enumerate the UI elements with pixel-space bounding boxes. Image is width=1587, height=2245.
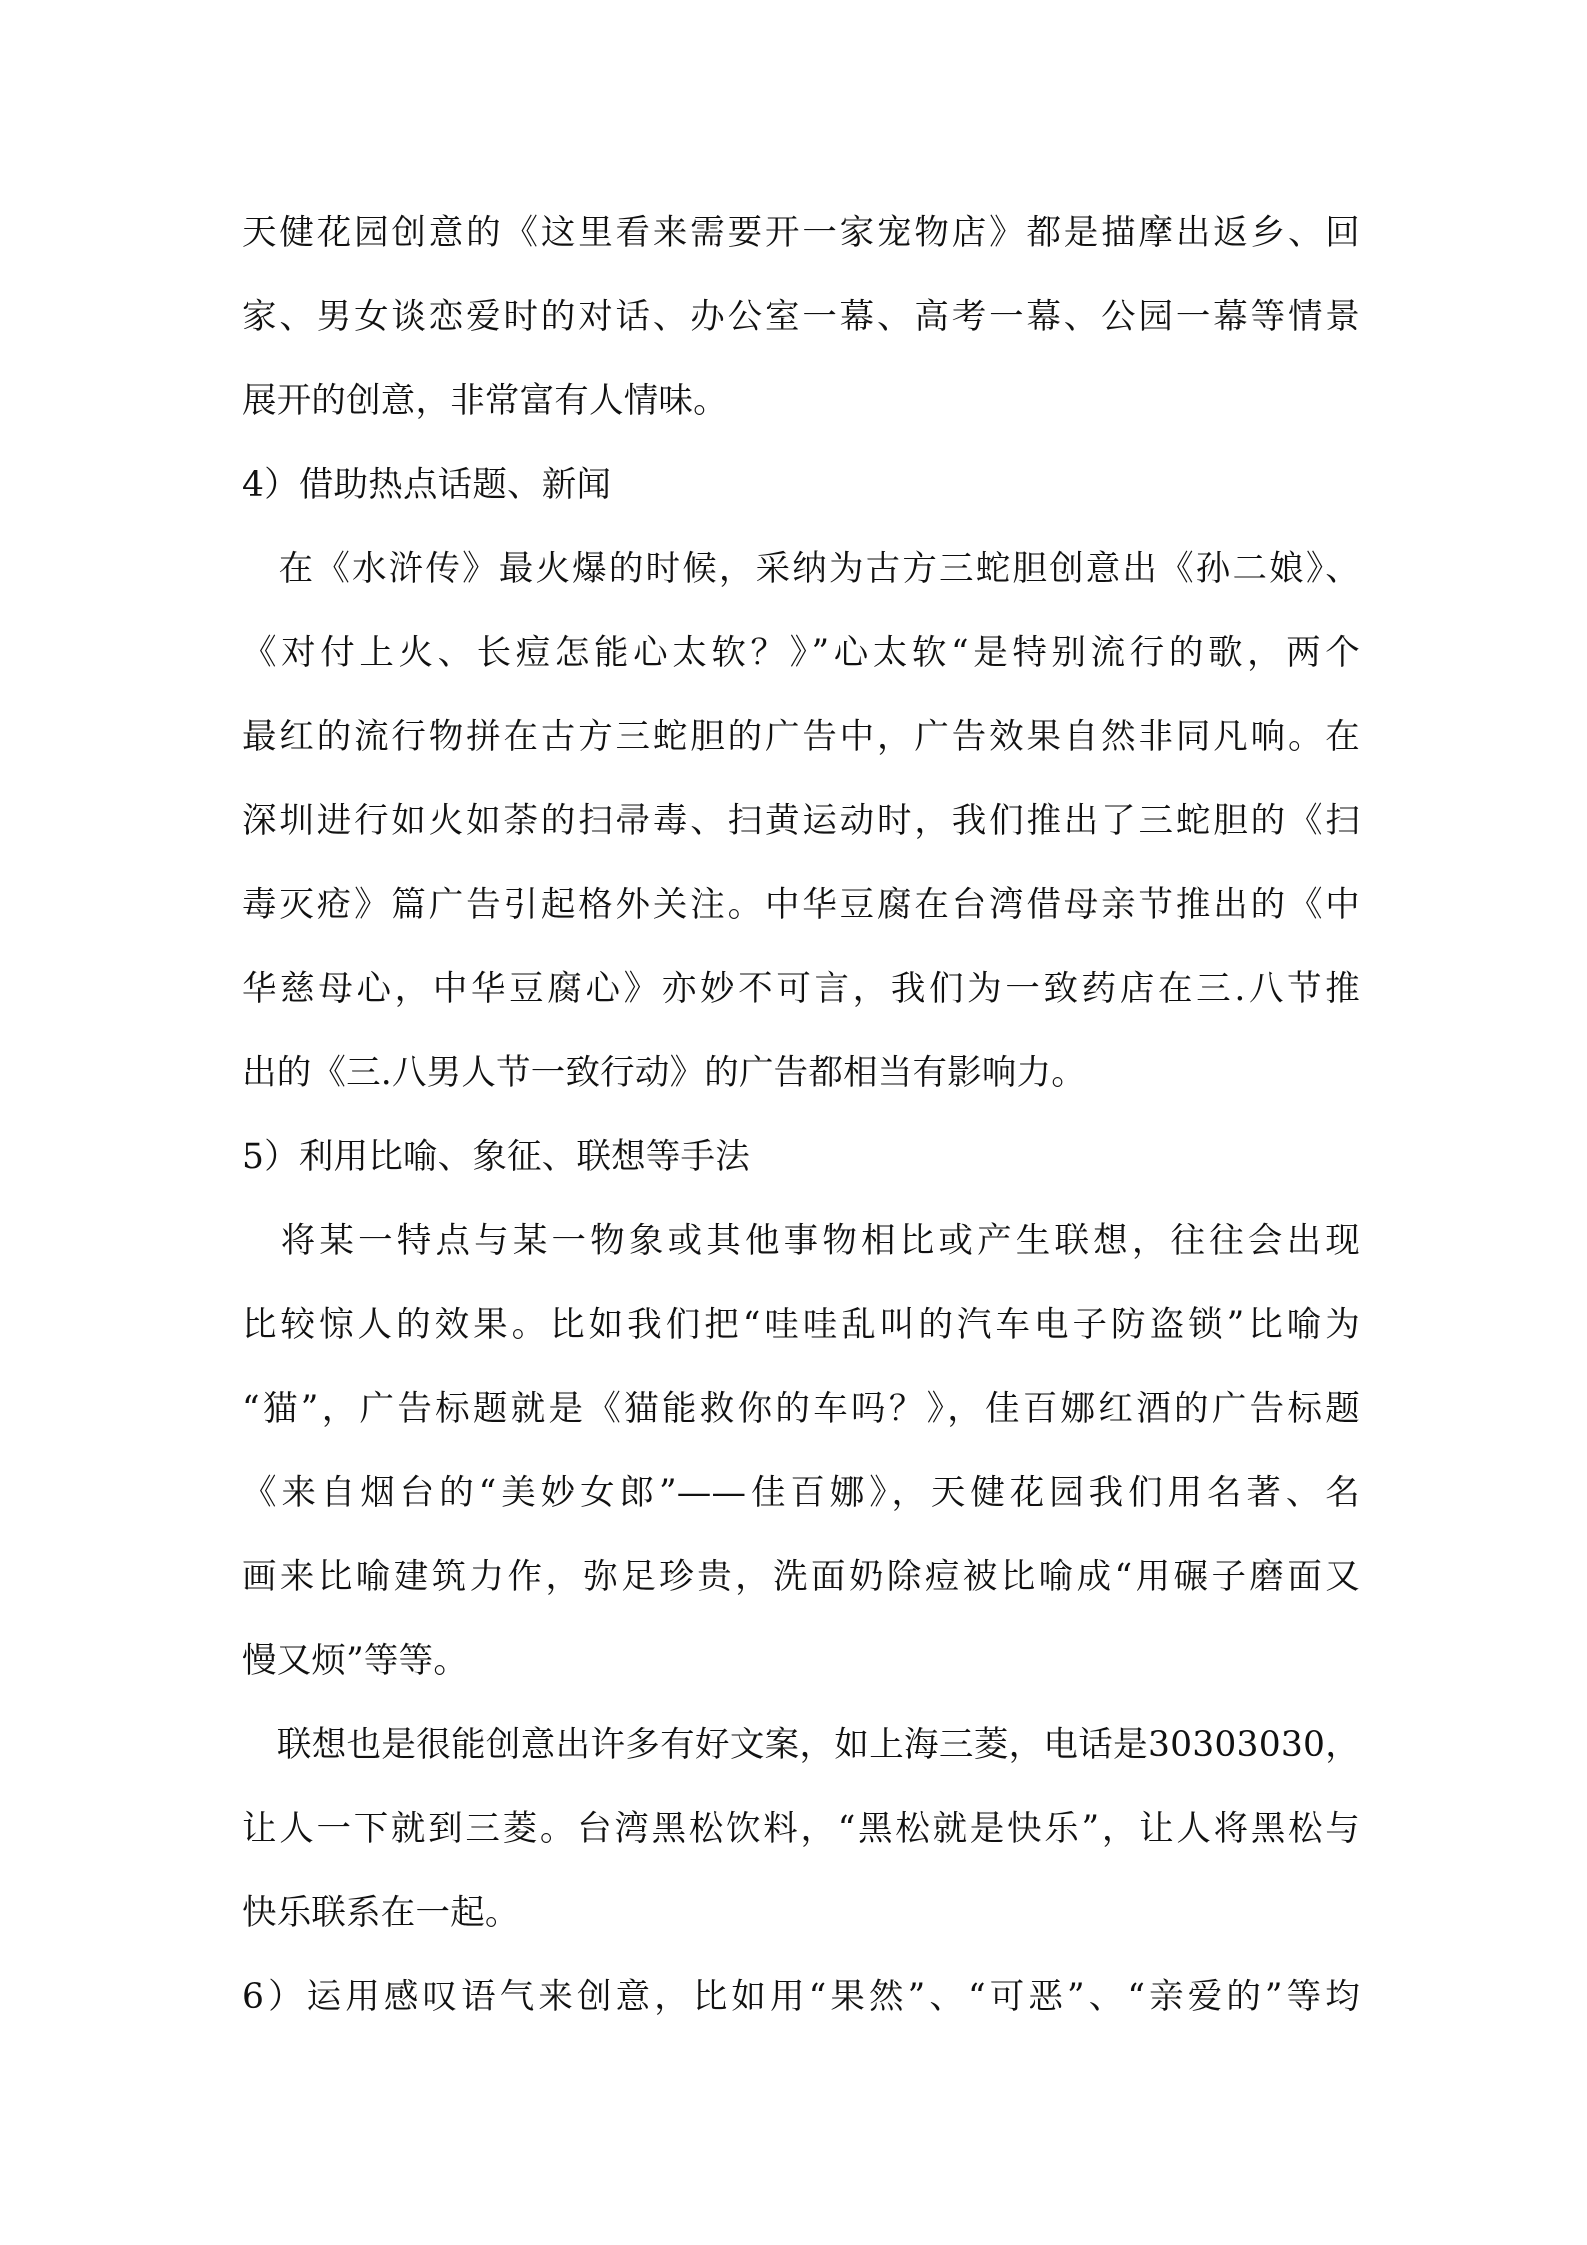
heading-6: 6）运用感叹语气来创意，比如用“果然”、“可恶”、“亲爱的”等均 xyxy=(242,1977,1360,2017)
text-line: 深圳进行如火如荼的扫帚毒、扫黄运动时，我们推出了三蛇胆的《扫 xyxy=(242,801,1360,841)
text-line: 慢又烦”等等。 xyxy=(242,1641,469,1681)
text-line: 联想也是很能创意出许多有好文案，如上海三菱，电话是30303030， xyxy=(242,1725,1360,1765)
text-line: 比较惊人的效果。比如我们把“哇哇乱叫的汽车电子防盗锁”比喻为 xyxy=(242,1305,1360,1345)
text-line: 在《水浒传》最火爆的时候，采纳为古方三蛇胆创意出《孙二娘》、 xyxy=(242,549,1360,589)
text-line: 天健花园创意的《这里看来需要开一家宠物店》都是描摩出返乡、回 xyxy=(242,213,1360,253)
text-line: 画来比喻建筑力作，弥足珍贵，洗面奶除痘被比喻成“用碾子磨面又 xyxy=(242,1557,1360,1597)
text-line: “猫”，广告标题就是《猫能救你的车吗？》，佳百娜红酒的广告标题 xyxy=(242,1389,1360,1429)
text-line: 快乐联系在一起。 xyxy=(242,1893,520,1933)
text-line: 家、男女谈恋爱时的对话、办公室一幕、高考一幕、公园一幕等情景 xyxy=(242,297,1360,337)
text-line: 展开的创意，非常富有人情味。 xyxy=(242,381,728,421)
text-line: 毒灭疮》篇广告引起格外关注。中华豆腐在台湾借母亲节推出的《中 xyxy=(242,885,1360,925)
heading-5: 5）利用比喻、象征、联想等手法 xyxy=(242,1137,750,1177)
text-line: 出的《三.八男人节一致行动》的广告都相当有影响力。 xyxy=(242,1053,1086,1093)
text-line: 让人一下就到三菱。台湾黑松饮料，“黑松就是快乐”，让人将黑松与 xyxy=(242,1809,1360,1849)
text-line: 华慈母心，中华豆腐心》亦妙不可言，我们为一致药店在三.八节推 xyxy=(242,969,1360,1009)
text-line: 将某一特点与某一物象或其他事物相比或产生联想，往往会出现 xyxy=(242,1221,1360,1261)
heading-4: 4）借助热点话题、新闻 xyxy=(242,465,612,505)
text-line: 最红的流行物拼在古方三蛇胆的广告中，广告效果自然非同凡响。在 xyxy=(242,717,1360,757)
text-line: 《对付上火、长痘怎能心太软？》”心太软“是特别流行的歌，两个 xyxy=(242,633,1360,673)
text-line: 《来自烟台的“美妙女郎”——佳百娜》，天健花园我们用名著、名 xyxy=(242,1473,1360,1513)
